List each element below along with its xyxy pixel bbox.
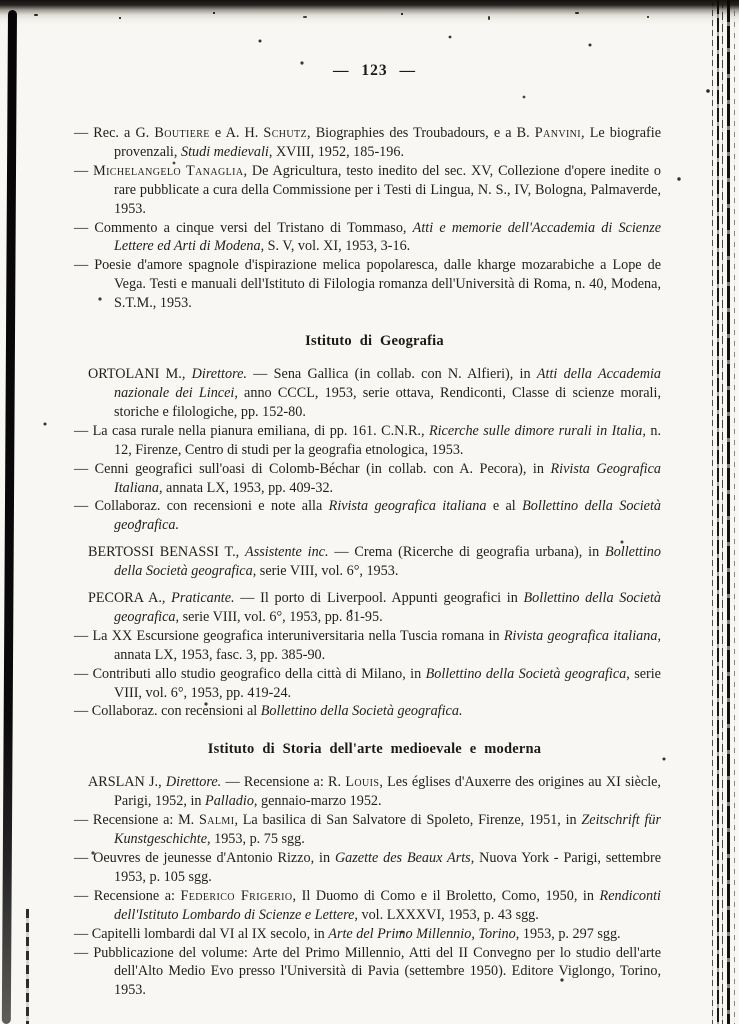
entry-text: , annata LX, 1953, pp. 409-32. — [158, 479, 334, 496]
smallcaps-person-name: Boutiere — [154, 125, 210, 141]
italic-title-text: Palladio — [205, 793, 254, 810]
entry-text: , XVIII, 1952, 185-196. — [268, 143, 404, 160]
smallcaps-person-name: Salmi — [198, 812, 235, 829]
italic-title-text: Rivista geografica italiana — [328, 498, 487, 515]
bibliography-entry — [74, 162, 662, 219]
entry-text: — Recensione a: — [74, 887, 181, 904]
italic-title-text: Studi medievali — [180, 143, 269, 160]
entry-text: , n. 12, Firenze, Centro di studi per la geografia etnologica, 1953. — [114, 422, 662, 458]
entry-text: , serie VIII, vol. 6°, 1953. — [252, 563, 399, 580]
italic-title-text: Bollettino della Società geografica — [425, 665, 627, 682]
entry-text: , Les églises d'Auxerre des origines au XI siècle, Parigi, 1952, in — [114, 774, 661, 810]
entry-text: , De Agricultura, testo inedito del sec. XV, Collezione d'opere inedite o rare pubblicate a cura della Commissione per i Testi di Lingua, N. S., IV, Bologna, Palmaverde, 1953. — [114, 162, 662, 217]
entry-text: e A. H. — [209, 125, 264, 141]
entry-text: — Capitelli lombardi dal VI al IX secolo, in — [74, 925, 329, 942]
entry-text: , gennaio-marzo 1952. — [253, 793, 382, 810]
bibliography-entry — [88, 365, 661, 422]
entry-text: — Rec. a G. — [74, 125, 155, 141]
entry-text: , serie VIII, vol. 6°, 1953, pp. 419-24. — [114, 665, 661, 701]
italic-title-text: Praticante. — [171, 590, 235, 607]
entry-text: , 1953, p. 75 sgg. — [207, 831, 305, 848]
italic-title-text: Bollettino della Società geografica — [114, 590, 661, 625]
bibliography-entry — [74, 460, 661, 498]
entry-text: — Cenni geografici sull'oasi di Colomb-Béchar (in collab. con A. Pecora), in — [74, 460, 551, 477]
bibliography-entry — [74, 124, 662, 162]
page-number: — 123 — — [333, 62, 416, 79]
italic-title-text: Bollettino della Società geografica. — [114, 498, 661, 534]
entry-text: PECORA A., — [88, 590, 172, 607]
italic-title-text: Rivista geografica italiana — [503, 627, 658, 644]
smallcaps-person-name: Schutz — [263, 125, 308, 141]
bibliography-entry — [74, 811, 662, 849]
page-content — [0, 62, 739, 1000]
entry-text: 1953, p. 297 sgg. — [519, 925, 621, 942]
entry-text: , Le biografie provenzali, — [114, 125, 662, 160]
bibliography-entry — [88, 589, 661, 627]
entry-text: — Recensione a: R. — [221, 774, 346, 791]
entry-text: — Collaboraz. con recensioni e note alla — [74, 498, 329, 515]
italic-title-text: Bollettino della Società geografica. — [260, 703, 463, 720]
bibliography-entry — [74, 627, 661, 665]
italic-title-text: Direttore. — [191, 366, 247, 383]
entry-text: , vol. LXXXVI, 1953, p. 43 sgg. — [354, 906, 539, 923]
entry-text: , Il Duomo di Como e il Broletto, Como, 1950, in — [292, 887, 600, 904]
entry-text: — Il porto di Liverpool. Appunti geografici in — [234, 590, 524, 607]
entry-text: , S. V, vol. XI, 1953, 3-16. — [260, 238, 411, 255]
bibliography-entry — [74, 422, 662, 460]
entry-text: e al — [486, 498, 523, 515]
bibliography-entry — [74, 887, 661, 925]
italic-title-text: Direttore. — [165, 774, 222, 791]
italic-title-text: Rendiconti dell'Istituto Lombardo di Scienze e Lettere — [114, 887, 661, 923]
bibliography-entry — [74, 944, 661, 1001]
bibliography-entry — [74, 849, 661, 887]
bibliography-entry — [74, 702, 661, 721]
bibliography-entry — [74, 219, 662, 257]
entry-text: , serie VIII, vol. 6°, 1953, pp. 81-95. — [175, 608, 383, 625]
entry-text: BERTOSSI BENASSI T., — [88, 544, 246, 561]
entry-text: — Collaboraz. con recensioni al — [74, 703, 261, 720]
bibliography-entry — [88, 543, 661, 581]
entry-text: , anno CCCL, 1953, serie ottava, Rendiconti, Classe di scienze morali, storiche e filologiche, pp. 152-80. — [114, 384, 661, 420]
scan-noise-dots — [0, 0, 2, 2]
italic-title-text: Atti della Accademia nazionale dei Lincei — [114, 366, 661, 401]
entry-text: , La basilica di San Salvatore di Spoleto, Firenze, 1951, in — [234, 812, 582, 829]
entry-text: — La XX Escursione geografica interuniversitaria nella Tuscia romana in — [74, 627, 504, 644]
entry-text: — Commento a cinque versi del Tristano di Tommaso, — [74, 219, 413, 236]
italic-title-text: Bollettino della Società geografica — [114, 544, 661, 580]
entry-text: — Crema (Ricerche di geografia urbana), in — [328, 544, 606, 561]
italic-title-text: Atti e memorie dell'Accademia di Scienze Lettere ed Arti di Modena — [114, 219, 662, 255]
entry-text: — Recensione a: M. — [74, 812, 199, 829]
section-heading: Istituto di Storia dell'arte medioevale e moderna — [207, 741, 542, 758]
entry-text: , annata LX, 1953, fasc. 3, pp. 385-90. — [114, 627, 661, 663]
entry-text: — Poesie d'amore spagnole d'ispirazione melica popolaresca, dalle kharge mozarabiche a Lope de Vega. Testi e manuali dell'Istituto di Filologia romanza dell'Università di Roma, n. 40, Modena, S.T.M., 1953. — [74, 257, 661, 312]
bibliography-entry — [88, 773, 661, 811]
entry-text: , Nuova York - Parigi, settembre 1953, p. 105 sgg. — [114, 850, 661, 885]
smallcaps-person-name: Louis — [345, 774, 380, 791]
entry-text: ORTOLANI M., — [88, 366, 192, 383]
italic-title-text: Assistente inc. — [245, 544, 329, 561]
entry-text: — Oeuvres de jeunesse d'Antonio Rizzo, in — [74, 850, 335, 866]
bibliography-entry — [74, 497, 661, 535]
entry-text: — Contributi allo studio geografico della città di Milano, in — [74, 665, 426, 682]
bibliography-entry — [74, 665, 661, 703]
entry-text: — Pubblicazione del volume: Arte del Primo Millennio, Atti del II Convegno per lo studio dell'arte dell'Alto Medio Evo presso l'Università di Pavia (settembre 1950). Editore Viglongo, Torino, 1953. — [74, 944, 661, 999]
entry-text: — — [74, 162, 94, 179]
entry-text: ARSLAN J., — [88, 774, 166, 791]
smallcaps-person-name: Federico Frigerio — [180, 887, 293, 904]
bibliography-entry — [74, 256, 661, 313]
italic-title-text: Ricerche sulle dimore rurali in Italia — [428, 422, 643, 439]
entry-text: , Biographies des Troubadours, e a B. — [307, 125, 535, 141]
bibliography-entry — [74, 925, 661, 944]
smallcaps-person-name: Michelangelo Tanaglia — [93, 162, 244, 179]
italic-title-text: Arte del Primo Millennio, Torino, — [328, 925, 520, 942]
smallcaps-person-name: Panvini — [534, 125, 582, 141]
entry-text: — La casa rurale nella pianura emiliana, di pp. 161. C.N.R., — [74, 422, 429, 439]
entry-text: — Sena Gallica (in collab. con N. Alfieri), in — [246, 366, 537, 383]
italic-title-text: Gazette des Beaux Arts — [334, 850, 471, 866]
italic-title-text: Rivista Geografica Italiana — [114, 460, 661, 496]
italic-title-text: Zeitschrift für Kunstgeschichte — [114, 812, 662, 848]
scan-top-edge-noise — [0, 0, 739, 26]
section-heading: Istituto di Geografia — [305, 333, 444, 350]
